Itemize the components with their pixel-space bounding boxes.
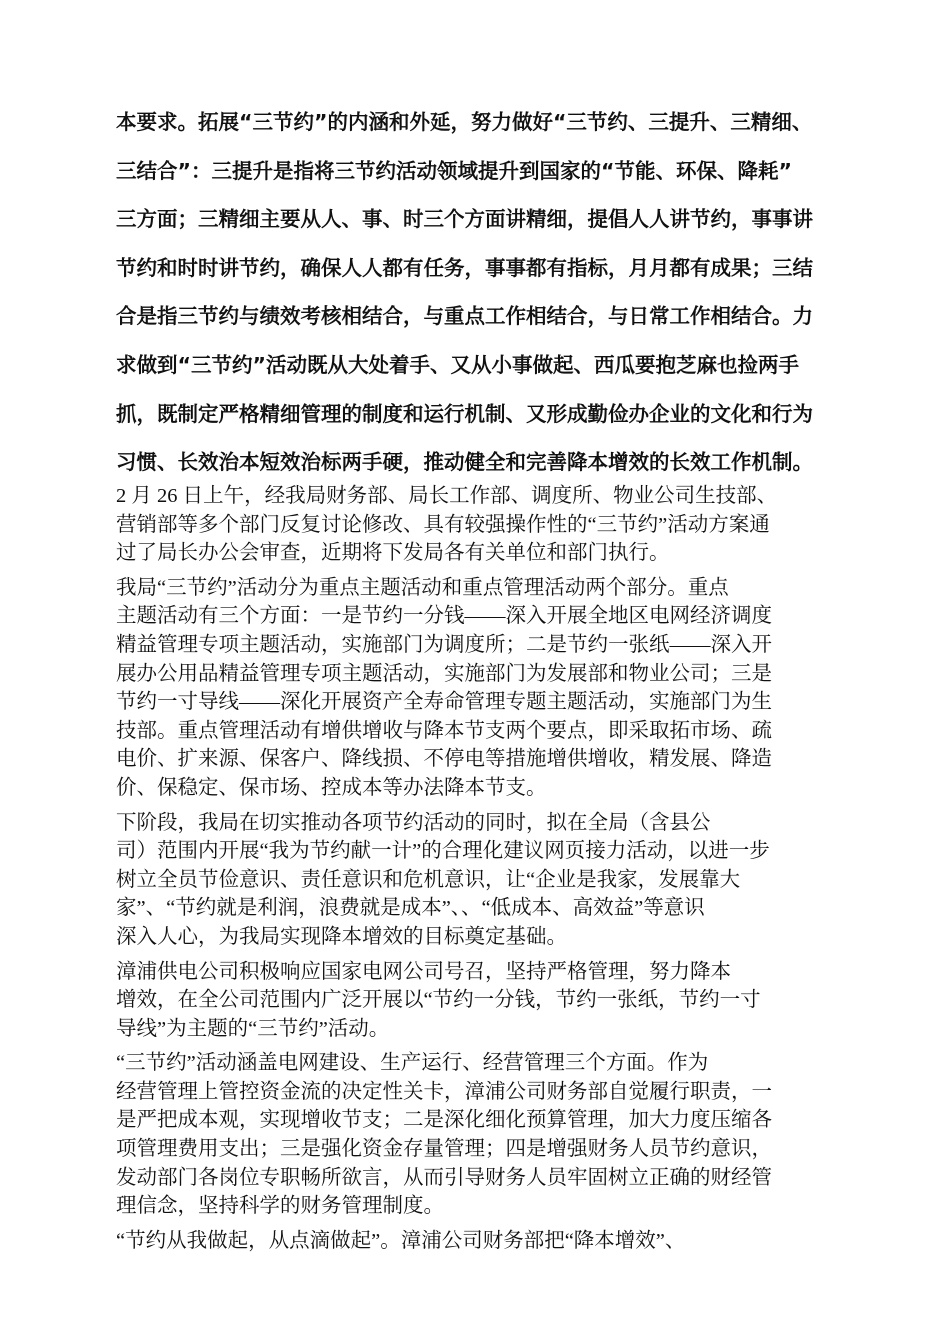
- text-line: [116, 400, 846, 449]
- text-line: “节约从我做起，从点滴做起”。漳浦公司财务部把“降本增效”、: [116, 1229, 686, 1252]
- emphasis-term: 合: [116, 304, 137, 329]
- paragraph: [116, 482, 861, 568]
- text-line: “三节约”活动涵盖电网建设、生产运行、经营管理三个方面。作为: [116, 1052, 709, 1075]
- text-line: 树立全员节俭意识、责任意识和危机意识，让“企业是我家，发展靠大: [116, 868, 741, 891]
- text-line: 电价、扩来源、保客户、降线损、不停电等措施增供增收，精发展、降造: [116, 748, 772, 771]
- text-line: 过了局长办公会审查，近期将下发局各有关单位和部门执行。: [116, 542, 670, 565]
- text-line: 深入人心，为我局实现降本增效的目标奠定基础。: [116, 925, 567, 948]
- text-run: 节约和时时讲节约，确保人人都有任务，事事都有指标，月月都有成果；: [116, 255, 772, 280]
- emphasis-term: 三结: [772, 255, 813, 280]
- text-run: 是指三节约与绩效考核相结合，与重点工作相结合，与日常工作相结合。力: [136, 304, 813, 329]
- text-line: 价、保稳定、保市场、控成本等办法降本节支。: [116, 776, 547, 799]
- text-line: 是严把成本观，实现增收节支；二是深化细化预算管理，加大力度压缩各: [116, 1109, 772, 1132]
- text-line: 增效，在全公司范围内广泛开展以“节约一分钱，节约一张纸，节约一寸: [116, 989, 761, 1012]
- paragraph: [116, 574, 861, 803]
- text-line: 导线”为主题的“三节约”活动。: [116, 1017, 390, 1040]
- text-run: 抓，既制定严格精细管理的制度和运行机制、又形成勤俭办企业的文化和行为: [116, 401, 813, 426]
- bold-section: [116, 108, 846, 497]
- text-line: 漳浦供电公司积极响应国家电网公司号召，坚持严格管理，努力降本: [116, 960, 731, 983]
- text-run: 是指将三节约活动领域提升到国家的“节能、环保、降耗”: [272, 158, 792, 183]
- paragraph: [116, 809, 861, 952]
- text-line: 我局“三节约”活动分为重点主题活动和重点管理活动两个部分。重点: [116, 576, 729, 599]
- text-line: 理信念，坚持科学的财务管理制度。: [116, 1195, 444, 1218]
- text-line: 主题活动有三个方面：一是节约一分钱——深入开展全地区电网经济调度: [116, 605, 772, 628]
- text-line: 经营管理上管控资金流的决定性关卡，漳浦公司财务部自觉履行职责，一: [116, 1080, 772, 1103]
- text-line: [116, 108, 846, 157]
- text-line: [116, 302, 846, 351]
- text-line: 发动部门各岗位专职畅所欲言，从而引导财务人员牢固树立正确的财经管: [116, 1166, 772, 1189]
- text-run: 三结合”：: [116, 158, 212, 183]
- text-line: 家”、“节约就是利润，浪费就是成本”、、“低成本、高效益”等意识: [116, 897, 705, 920]
- text-line: 司）范围内开展“我为节约献一计”的合理化建议网页接力活动，以进一步: [116, 840, 770, 863]
- paragraph: [116, 958, 861, 1044]
- text-line: 营销部等多个部门反复讨论修改、具有较强操作性的“三节约”活动方案通: [116, 513, 770, 536]
- text-line: 项管理费用支出；三是强化资金存量管理；四是增强财务人员节约意识，: [116, 1138, 772, 1161]
- emphasis-term: 三提升: [211, 158, 273, 183]
- text-line: [116, 205, 846, 254]
- text-run: 本要求。拓展“三节约”的内涵和外延，努力做好“三节约、三提升、三精细、: [116, 110, 813, 134]
- text-line: [116, 254, 846, 303]
- text-line: 下阶段，我局在切实推动各项节约活动的同时，拟在全局（含县公: [116, 811, 711, 834]
- text-run: 三方面；: [116, 207, 198, 232]
- text-run: 求做到“三节约”活动既从大处着手、又从小事做起、西瓜要抱芝麻也捡两手: [116, 352, 799, 377]
- text-line: 节约一寸导线——深化开展资产全寿命管理专题主题活动，实施部门为生: [116, 691, 772, 714]
- text-line: 展办公用品精益管理专项主题活动，实施部门为发展部和物业公司；三是: [116, 662, 772, 685]
- text-line: [116, 157, 846, 206]
- text-line: 技部。重点管理活动有增供增收与降本节支两个要点，即采取拓市场、疏: [116, 719, 772, 742]
- paragraph: [116, 1227, 861, 1256]
- text-run: 主要从人、事、时三个方面讲精细，提倡人人讲节约，事事讲: [259, 207, 813, 232]
- body-section: [116, 482, 861, 1261]
- paragraph: [116, 1049, 861, 1221]
- emphasis-term: 三精细: [198, 207, 260, 232]
- text-line: [116, 351, 846, 400]
- text-run: 习惯、长效治本短效治标两手硬，推动健全和完善降本增效的长效工作机制。: [116, 450, 813, 475]
- text-line: 精益管理专项主题活动，实施部门为调度所；二是节约一张纸——深入开: [116, 633, 772, 656]
- text-line: 2 月 26 日上午，经我局财务部、局长工作部、调度所、物业公司生技部、: [116, 485, 778, 507]
